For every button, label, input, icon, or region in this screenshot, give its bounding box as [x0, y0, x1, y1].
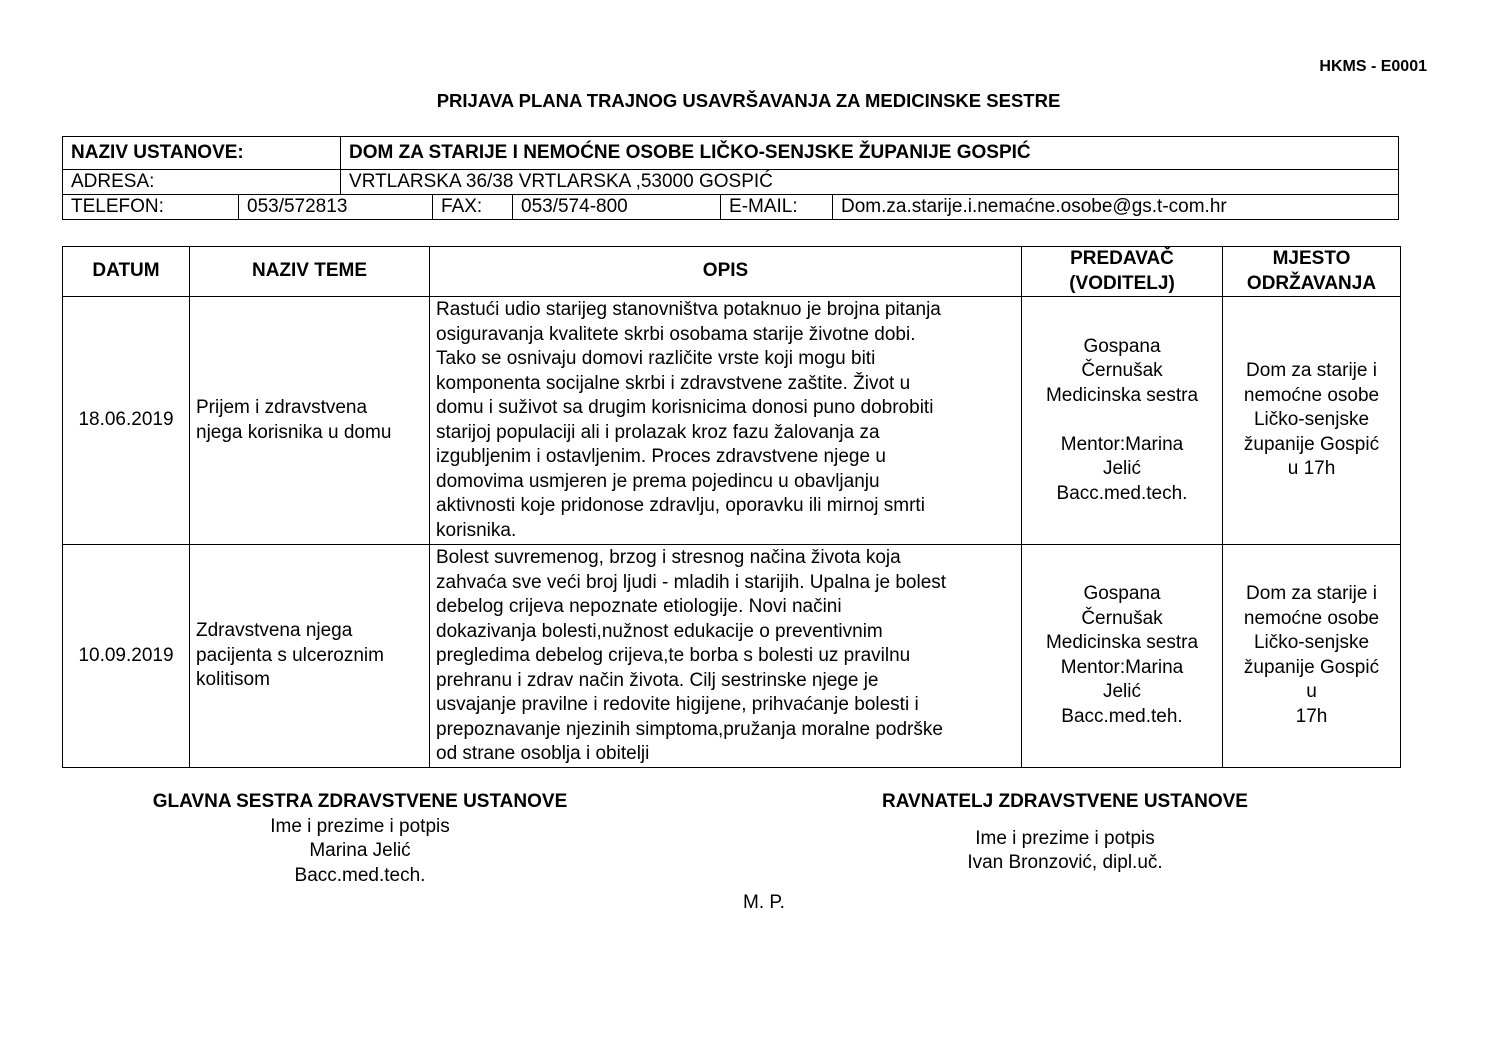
row-topic — [190, 297, 430, 545]
institution-name-label: NAZIV USTANOVE: — [63, 137, 341, 170]
row-lecturer — [1022, 545, 1223, 768]
lecturer-line: Medicinska sestra — [1045, 632, 1199, 654]
lecturer-line: Gospana — [1083, 335, 1161, 357]
head-nurse-name: Marina Jelić — [309, 840, 411, 861]
description-line: debelog crijeva nepoznate etiologije. Novi načini — [436, 596, 842, 617]
description-line: pregledima debelog crijeva,te borba s bolesti uz pravilnu — [436, 645, 911, 666]
description-line: usvajanje pravilne i redovite higijene, prihvaćanje bolesti i — [436, 694, 919, 715]
header-location-line1: MJESTO — [1272, 248, 1351, 269]
lecturer-line: Bacc.med.teh. — [1061, 705, 1183, 727]
head-nurse-heading: GLAVNA SESTRA ZDRAVSTVENE USTANOVE — [152, 791, 568, 812]
description-line: zahvaća sve veći broj ljudi - mladih i starijih. Upalna je bolest — [436, 571, 947, 593]
location-line: u 17h — [1287, 458, 1336, 480]
header-lecturer-line1: PREDAVAČ — [1070, 248, 1174, 269]
header-topic: NAZIV TEME — [190, 247, 430, 297]
location-line: županije Gospić — [1243, 433, 1380, 455]
header-date: DATUM — [63, 247, 190, 297]
director-signature-block — [840, 790, 1290, 876]
row-location — [1223, 297, 1401, 545]
form-code: HKMS - E0001 — [1319, 58, 1427, 75]
training-plan-table — [62, 246, 1401, 768]
head-nurse-signature-label: Ime i prezime i potpis — [270, 815, 450, 837]
description-line: Rastući udio starijeg stanovništva potaknuo je brojna pitanja — [436, 299, 941, 320]
header-lecturer — [1022, 247, 1223, 297]
row-date: 10.09.2019 — [63, 545, 190, 768]
topic-line: Zdravstvena njega — [196, 620, 353, 641]
location-line: u — [1306, 681, 1317, 703]
lecturer-line: Medicinska sestra — [1045, 384, 1199, 406]
address-label: ADRESA: — [63, 170, 341, 195]
description-line: starijoj populaciji ali i prolazak kroz fazu žalovanja za — [436, 421, 880, 443]
description-line: korisnika. — [436, 519, 517, 541]
header-description: OPIS — [430, 247, 1022, 297]
lecturer-line: Mentor:Marina — [1060, 433, 1184, 455]
lecturer-line: Bacc.med.tech. — [1056, 482, 1188, 504]
topic-line: Prijem i zdravstvena — [196, 397, 368, 418]
lecturer-line: Gospana — [1083, 583, 1161, 605]
row-topic — [190, 545, 430, 768]
head-nurse-title: Bacc.med.tech. — [294, 864, 426, 886]
lecturer-spacer — [1028, 408, 1216, 433]
description-line: prehranu i zdrav način života. Cilj sestrinske njege je — [436, 669, 879, 691]
description-line: Bolest suvremenog, brzog i stresnog načina života koja — [436, 547, 901, 568]
row-date: 18.06.2019 — [63, 297, 190, 545]
phone-value: 053/572813 — [239, 195, 433, 220]
email-value: Dom.za.starije.i.nemaćne.osobe@gs.t-com.hr — [833, 195, 1399, 220]
topic-line: pacijenta s ulceroznim — [196, 644, 384, 666]
lecturer-line: Jelić — [1102, 681, 1141, 703]
lecturer-line: Mentor:Marina — [1060, 656, 1184, 678]
lecturer-line: Jelić — [1102, 458, 1141, 480]
row-description — [430, 545, 1022, 768]
table-header-row — [63, 247, 1401, 297]
location-line: 17h — [1295, 705, 1328, 727]
table-row — [63, 297, 1401, 545]
description-line: prepoznavanje njezinih simptoma,pružanja moralne podrške — [436, 718, 943, 740]
head-nurse-signature-block — [110, 790, 610, 888]
row-location — [1223, 545, 1401, 768]
location-line: Ličko-senjske — [1253, 409, 1370, 431]
description-line: izgubljenim i ostavljenim. Proces zdravstvene njege u — [436, 446, 886, 467]
description-line: dokazivanja bolesti,nužnost edukacije o preventivnim — [436, 620, 883, 642]
lecturer-line: Černušak — [1081, 360, 1163, 382]
description-line: aktivnosti koje pridonose zdravlju, oporavku ili mirnoj smrti — [436, 495, 925, 516]
stamp-placeholder: M. P. — [743, 892, 785, 913]
description-line: od strane osoblja i obitelji — [436, 743, 650, 764]
fax-label: FAX: — [433, 195, 513, 220]
description-line: komponenta socijalne skrbi i zdravstvene zaštite. Život u — [436, 372, 911, 394]
director-signature-label: Ime i prezime i potpis — [975, 827, 1155, 849]
fax-value: 053/574-800 — [513, 195, 721, 220]
description-line: Tako se osnivaju domovi različite vrste koji mogu biti — [436, 348, 876, 369]
director-name: Ivan Bronzović, dipl.uč. — [967, 852, 1163, 873]
location-line: nemoćne osobe — [1243, 384, 1380, 406]
institution-name-value: DOM ZA STARIJE I NEMOĆNE OSOBE LIČKO-SENJSKE ŽUPANIJE GOSPIĆ — [341, 137, 1399, 170]
location-line: Ličko-senjske — [1253, 632, 1370, 654]
description-line: domu i suživot sa drugim korisnicima donosi puno dobrobiti — [436, 397, 934, 418]
description-line: domovima usmjeren je prema pojedincu u obavljanju — [436, 470, 880, 492]
location-line: Dom za starije i — [1246, 360, 1377, 382]
topic-line: kolitisom — [196, 669, 270, 690]
phone-label: TELEFON: — [63, 195, 239, 220]
lecturer-line: Černušak — [1081, 607, 1163, 629]
row-description — [430, 297, 1022, 545]
header-location-line2: ODRŽAVANJA — [1246, 272, 1377, 294]
description-line: osiguravanja kvalitete skrbi osobama starije životne dobi. — [436, 323, 916, 345]
institution-info-table — [62, 136, 1399, 220]
email-label: E-MAIL: — [721, 195, 833, 220]
document-title: PRIJAVA PLANA TRAJNOG USAVRŠAVANJA ZA MEDICINSKE SESTRE — [436, 90, 1061, 111]
address-value: VRTLARSKA 36/38 VRTLARSKA ,53000 GOSPIĆ — [341, 170, 1399, 195]
location-line: nemoćne osobe — [1243, 607, 1380, 629]
director-heading: RAVNATELJ ZDRAVSTVENE USTANOVE — [882, 791, 1248, 812]
header-location — [1223, 247, 1401, 297]
location-line: županije Gospić — [1243, 656, 1380, 678]
table-row — [63, 545, 1401, 768]
location-line: Dom za starije i — [1246, 583, 1377, 605]
header-lecturer-line2: (VODITELJ) — [1069, 272, 1175, 294]
topic-line: njega korisnika u domu — [196, 421, 392, 443]
row-lecturer — [1022, 297, 1223, 545]
